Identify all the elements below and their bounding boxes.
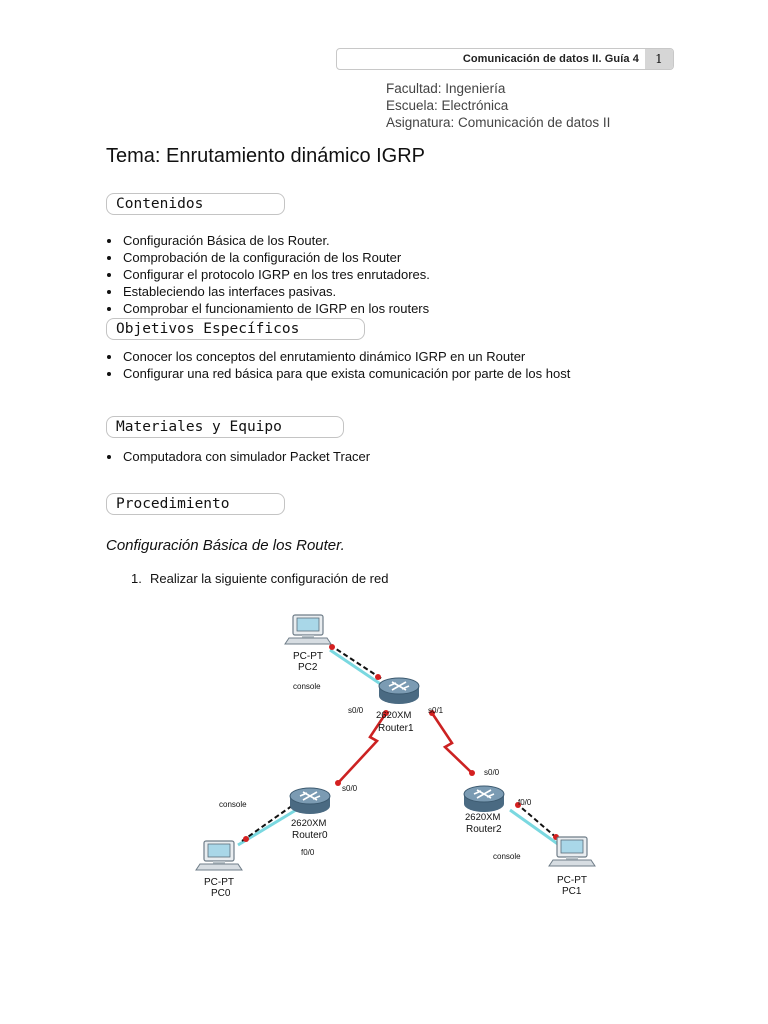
step-text: Realizar la siguiente configuración de red xyxy=(150,571,389,586)
list-item: Comprobar el funcionamiento de IGRP en los routers xyxy=(106,300,430,317)
router0-port-fast: f0/0 xyxy=(301,848,315,857)
procedure-step xyxy=(131,571,388,586)
console-label: console xyxy=(293,682,321,691)
pc0-type: PC-PT xyxy=(204,877,234,888)
header-title: Comunicación de datos II. Guía 4 xyxy=(462,53,639,65)
materials-list xyxy=(106,448,370,465)
pc1-name: PC1 xyxy=(562,886,582,897)
pc2-name: PC2 xyxy=(298,662,318,673)
list-item: Configuración Básica de los Router. xyxy=(106,232,430,249)
pc2-type: PC-PT xyxy=(293,651,323,662)
section-heading-materials: Materiales y Equipo xyxy=(106,416,344,438)
router2-name: Router2 xyxy=(466,824,502,835)
router2-port-fast: f0/0 xyxy=(518,798,532,807)
link-endpoint xyxy=(329,644,335,650)
router0-model: 2620XM xyxy=(291,818,327,829)
faculty-label: Facultad: Ingeniería xyxy=(386,81,506,96)
router0-name: Router0 xyxy=(292,830,328,841)
step-number: 1. xyxy=(131,571,142,586)
list-item: Configurar el protocolo IGRP en los tres enrutadores. xyxy=(106,266,430,283)
router1-model: 2620XM xyxy=(376,710,412,721)
list-item: Comprobación de la configuración de los Router xyxy=(106,249,430,266)
section-heading-procedure: Procedimiento xyxy=(106,493,285,515)
subject-label: Asignatura: Comunicación de datos II xyxy=(386,115,611,130)
list-item: Conocer los conceptos del enrutamiento dinámico IGRP en un Router xyxy=(106,348,570,365)
page-title: Tema: Enrutamiento dinámico IGRP xyxy=(106,145,426,167)
router1-port-left: s0/0 xyxy=(348,706,364,715)
objectives-list xyxy=(106,348,570,382)
pc0-name: PC0 xyxy=(211,888,231,899)
link-endpoint xyxy=(335,780,341,786)
router1-port-right: s0/1 xyxy=(428,706,444,715)
course-meta xyxy=(386,80,610,131)
router1-name: Router1 xyxy=(378,723,414,734)
list-item: Estableciendo las interfaces pasivas. xyxy=(106,283,430,300)
router0-icon xyxy=(290,788,330,814)
serial-link xyxy=(432,713,472,773)
link-endpoint xyxy=(469,770,475,776)
list-item: Configurar una red básica para que exista comunicación por parte de los host xyxy=(106,365,570,382)
page-number: 1 xyxy=(645,49,673,69)
pc0-icon xyxy=(196,841,242,870)
list-item: Computadora con simulador Packet Tracer xyxy=(106,448,370,465)
contents-list xyxy=(106,232,430,317)
school-label: Escuela: Electrónica xyxy=(386,98,509,113)
procedure-subheading: Configuración Básica de los Router. xyxy=(106,537,345,554)
header-bar xyxy=(336,48,674,70)
link-endpoint xyxy=(375,674,381,680)
console-label: console xyxy=(493,852,521,861)
console-label: console xyxy=(219,800,247,809)
network-diagram xyxy=(190,605,630,905)
section-heading-objectives: Objetivos Específicos xyxy=(106,318,365,340)
section-heading-contents: Contenidos xyxy=(106,193,285,215)
pc2-icon xyxy=(285,615,331,644)
router2-port-serial: s0/0 xyxy=(484,768,500,777)
link-endpoint xyxy=(243,836,249,842)
router0-port-serial: s0/0 xyxy=(342,784,358,793)
router2-icon xyxy=(464,786,504,812)
router1-icon xyxy=(379,678,419,704)
router2-model: 2620XM xyxy=(465,812,501,823)
pc1-type: PC-PT xyxy=(557,875,587,886)
console-cable xyxy=(330,645,382,685)
console-cable xyxy=(510,803,562,847)
